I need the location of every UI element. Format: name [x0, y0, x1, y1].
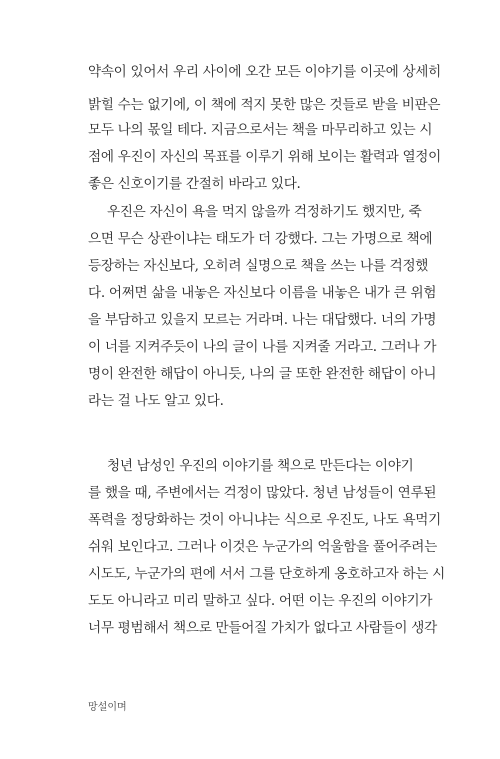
text-line: 좋은 신호이기를 간절히 바라고 있다.	[88, 176, 301, 192]
text-line: 등장하는 자신보다, 오히려 실명으로 책을 쓰는 나를 걱정했	[88, 258, 429, 274]
text-line: 쉬워 보인다고. 그러나 이것은 누군가의 억울함을 풀어주려는	[88, 539, 437, 555]
text-line: 밝힐 수는 없기에, 이 책에 적지 못한 많은 것들로 받을 비판은	[88, 97, 441, 113]
running-footer: 망설이며	[88, 702, 127, 713]
text-line: 청년 남성인 우진의 이야기를 책으로 만든다는 이야기	[107, 458, 414, 474]
text-line: 을 부담하고 있을지 모르는 거라며. 나는 대답했다. 너의 가명	[88, 312, 437, 328]
text-line: 다. 어쩌면 삶을 내놓은 자신보다 이름을 내놓은 내가 큰 위험	[88, 285, 437, 301]
text-line: 도도 아니라고 미리 말하고 싶다. 어떤 이는 우진의 이야기가	[88, 593, 433, 609]
text-line: 점에 우진이 자신의 목표를 이루기 위해 보이는 활력과 열정이	[88, 149, 441, 165]
text-line: 명이 완전한 해답이 아니듯, 나의 글 또한 완전한 해답이 아니	[88, 366, 437, 382]
text-line: 으면 무슨 상관이냐는 태도가 더 강했다. 그는 가명으로 책에	[88, 231, 433, 247]
text-line: 를 했을 때, 주변에서는 걱정이 많았다. 청년 남성들이 연루된	[88, 485, 437, 501]
text-line: 라는 걸 나도 알고 있다.	[88, 393, 224, 409]
text-line: 약속이 있어서 우리 사이에 오간 모든 이야기를 이곳에 상세히	[88, 64, 441, 80]
text-line: 모두 나의 몫일 테다. 지금으로서는 책을 마무리하고 있는 시	[88, 122, 433, 138]
text-line: 너무 평범해서 책으로 만들어질 가치가 없다고 사람들이 생각	[88, 620, 437, 636]
text-line: 폭력을 정당화하는 것이 아니냐는 식으로 우진도, 나도 욕먹기	[88, 512, 441, 528]
text-line: 시도도, 누군가의 편에 서서 그를 단호하게 옹호하고자 하는 시	[88, 566, 445, 582]
text-line: 이 너를 지켜주듯이 나의 글이 나를 지켜줄 거라고. 그러나 가	[88, 339, 437, 355]
text-line: 우진은 자신이 욕을 먹지 않을까 걱정하기도 했지만, 죽	[107, 204, 422, 220]
